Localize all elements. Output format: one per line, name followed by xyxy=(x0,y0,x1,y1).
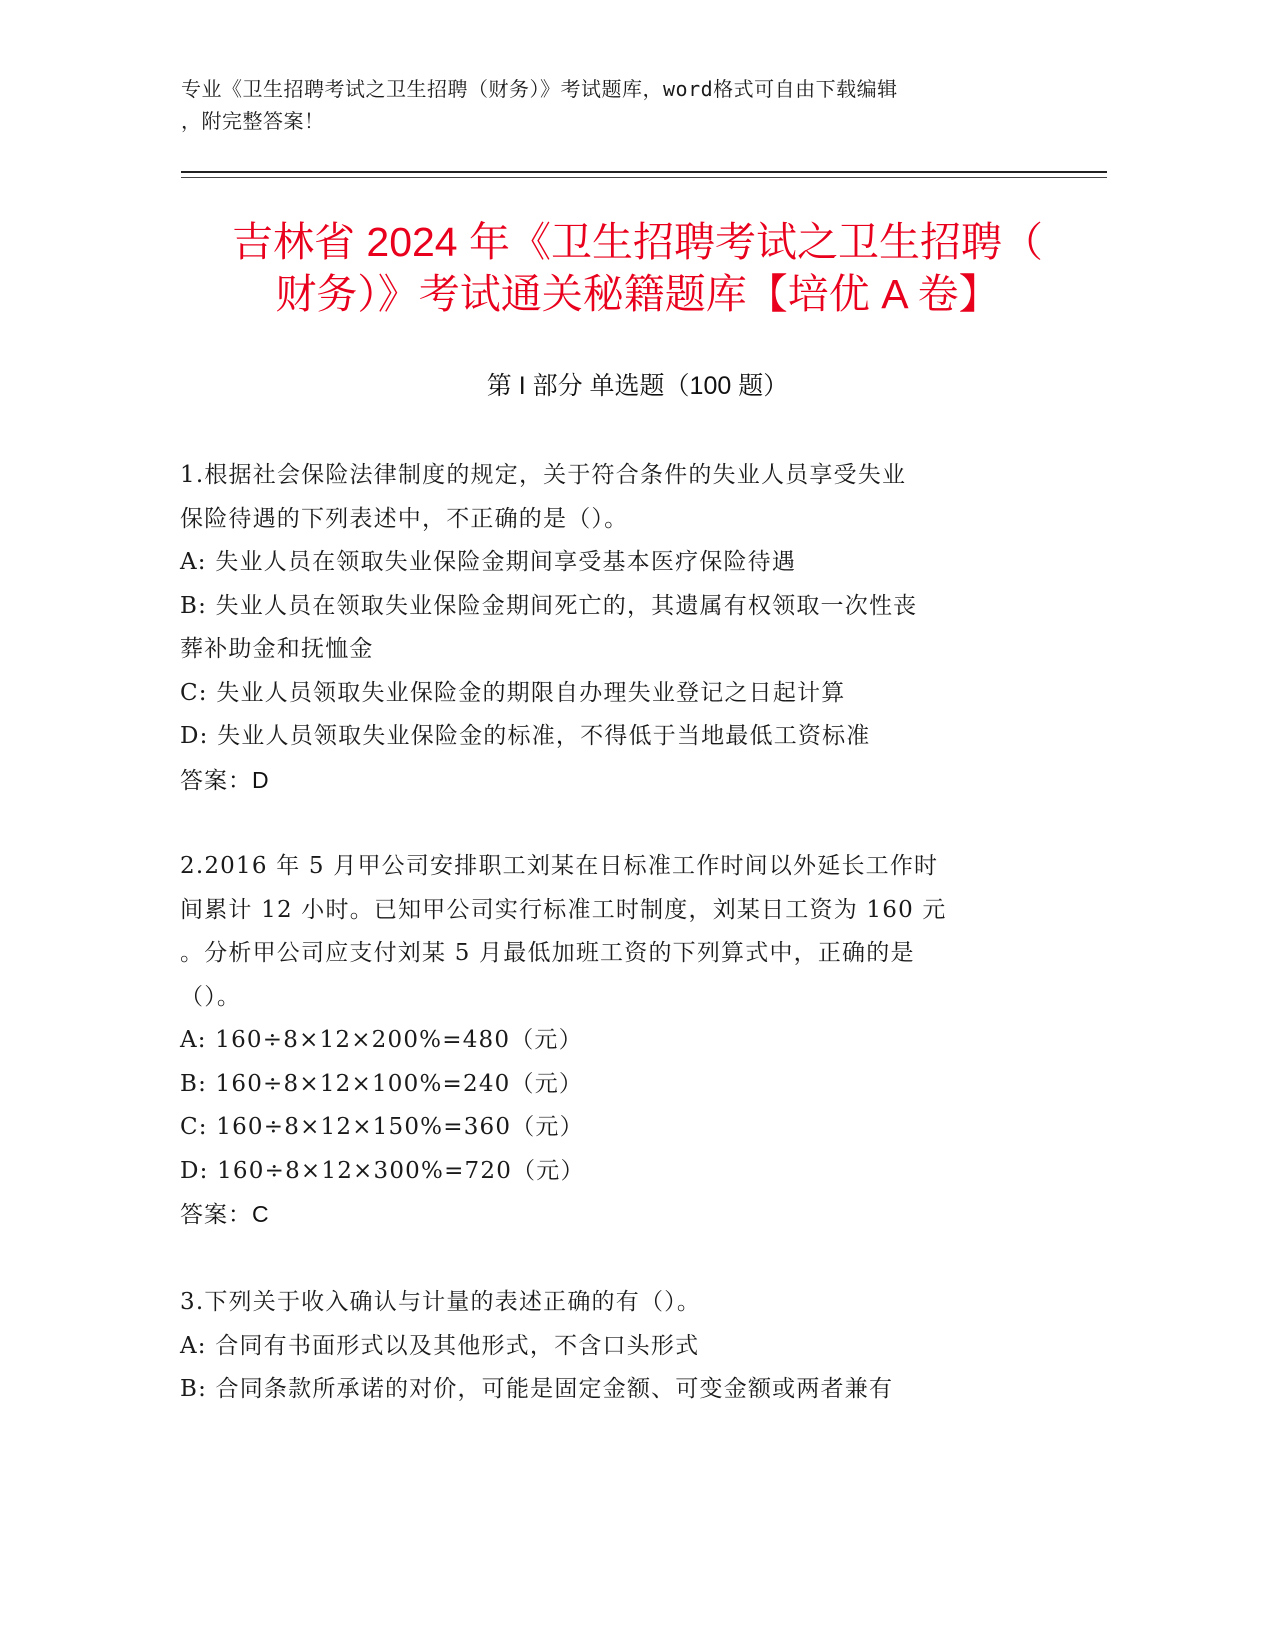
header-divider-thick xyxy=(181,171,1107,173)
question-stem-line: 1.根据社会保险法律制度的规定，关于符合条件的失业人员享受失业 xyxy=(180,462,907,488)
option-d: D: 160÷8×12×300%=720（元） xyxy=(180,1157,585,1184)
option-b: B: 160÷8×12×100%=240（元） xyxy=(180,1070,584,1097)
question-stem-line: 3.下列关于收入确认与计量的表述正确的有（）。 xyxy=(180,1289,702,1315)
option-b-continued: 葬补助金和抚恤金 xyxy=(180,636,374,662)
header-note-line: ，附完整答案！ xyxy=(181,109,325,133)
option-d: D: 失业人员领取失业保险金的标准，不得低于当地最低工资标准 xyxy=(180,723,871,749)
title-line: 财务）》考试通关秘籍题库【培优 A 卷】 xyxy=(275,271,1000,317)
question-stem-line: 。分析甲公司应支付刘某 5 月最低加班工资的下列算式中，正确的是 xyxy=(180,940,915,966)
header-divider-thin xyxy=(181,177,1107,178)
option-a: A: 失业人员在领取失业保险金期间享受基本医疗保险待遇 xyxy=(180,549,797,575)
option-c: C: 失业人员领取失业保险金的期限自办理失业登记之日起计算 xyxy=(180,679,846,706)
title-line: 吉林省 2024 年《卫生招聘考试之卫生招聘（ xyxy=(232,219,1043,265)
header-note-line: 专业《卫生招聘考试之卫生招聘（财务）》考试题库，word格式可自由下载编辑 xyxy=(181,77,898,101)
option-b: B: 失业人员在领取失业保险金期间死亡的，其遗属有权领取一次性丧 xyxy=(180,592,918,619)
section-heading: 第 I 部分 单选题（100 题） xyxy=(486,372,789,400)
option-a: A: 160÷8×12×200%=480（元） xyxy=(180,1027,583,1053)
option-b: B: 合同条款所承诺的对价，可能是固定金额、可变金额或两者兼有 xyxy=(180,1376,894,1402)
question-stem-line: 保险待遇的下列表述中，不正确的是（）。 xyxy=(180,505,629,532)
answer-label: 答案：C xyxy=(180,1201,270,1227)
option-a: A: 合同有书面形式以及其他形式，不含口头形式 xyxy=(180,1332,700,1359)
answer-label: 答案：D xyxy=(180,766,270,793)
document-title xyxy=(150,216,1125,320)
question-block xyxy=(180,454,1050,802)
question-block xyxy=(180,1281,1050,1412)
question-block xyxy=(180,845,1050,1237)
question-stem-line: 2.2016 年 5 月甲公司安排职工刘某在日标准工作时间以外延长工作时 xyxy=(180,853,939,879)
option-c: C: 160÷8×12×150%=360（元） xyxy=(180,1114,584,1140)
question-stem-line: 间累计 12 小时。已知甲公司实行标准工时制度，刘某日工资为 160 元 xyxy=(180,896,947,923)
question-stem-line: （）。 xyxy=(180,983,242,1010)
header-note xyxy=(181,73,1051,137)
